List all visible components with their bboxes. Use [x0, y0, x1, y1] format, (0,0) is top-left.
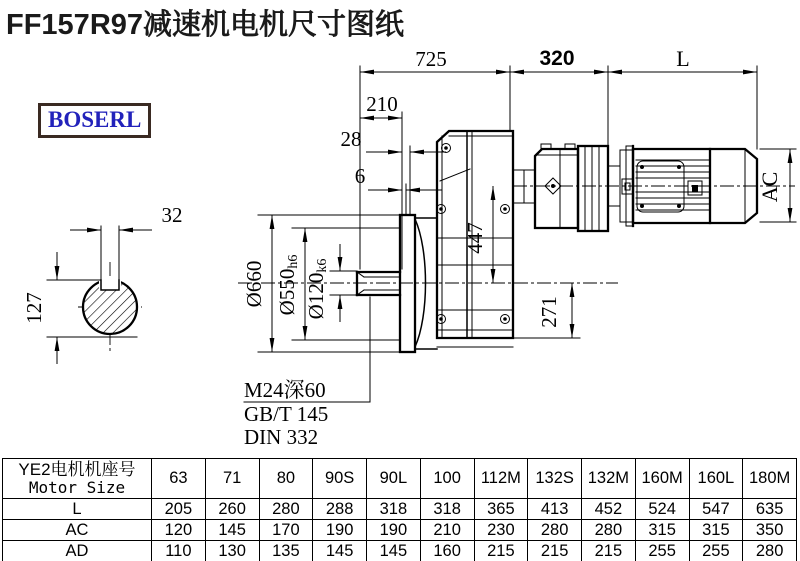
- cell: 120: [152, 520, 206, 541]
- cell: 170: [259, 520, 313, 541]
- cell: 413: [528, 499, 582, 520]
- col-header: 90S: [313, 459, 367, 499]
- row-label: L: [3, 499, 152, 520]
- col-header: 71: [205, 459, 259, 499]
- col-header: 112M: [474, 459, 528, 499]
- cell: 280: [582, 520, 636, 541]
- cell: 215: [582, 541, 636, 561]
- row-label: AD: [3, 541, 152, 561]
- col-header: 90L: [367, 459, 421, 499]
- col-header: 132S: [528, 459, 582, 499]
- cell: 280: [259, 499, 313, 520]
- col-header: 63: [152, 459, 206, 499]
- top-dimensions: [341, 46, 758, 269]
- cell: 145: [205, 520, 259, 541]
- terminal-box: [688, 181, 702, 195]
- table-row-AC: [3, 520, 797, 541]
- brand-logo-text: BOSERL: [48, 107, 142, 132]
- note-thread: M24深60: [244, 378, 326, 402]
- cell: 524: [635, 499, 689, 520]
- note-din: DIN 332: [244, 425, 319, 449]
- dim-660: Ø660: [242, 260, 266, 308]
- cell: 230: [474, 520, 528, 541]
- dim-210: 210: [366, 92, 398, 116]
- cell: 130: [205, 541, 259, 561]
- dim-120: Ø120k6: [304, 258, 330, 320]
- cell: 215: [474, 541, 528, 561]
- cell: 365: [474, 499, 528, 520]
- cell: 255: [689, 541, 743, 561]
- dim-271: 271: [537, 296, 561, 328]
- cell: 318: [367, 499, 421, 520]
- dim-32: 32: [161, 203, 183, 227]
- cell: 315: [635, 520, 689, 541]
- table-header-motor-size: [3, 459, 152, 499]
- cell: 280: [528, 520, 582, 541]
- cell: 255: [635, 541, 689, 561]
- col-header: 160L: [689, 459, 743, 499]
- col-header: 100: [420, 459, 474, 499]
- dim-550: Ø550h6: [275, 254, 301, 316]
- cell: 547: [689, 499, 743, 520]
- cell: 635: [743, 499, 797, 520]
- hollow-shaft-bore: [357, 272, 400, 295]
- cell: 280: [743, 541, 797, 561]
- cell: 350: [743, 520, 797, 541]
- shaft-section-view: [22, 203, 183, 364]
- motor-size-table: [2, 458, 797, 561]
- col-header: 132M: [582, 459, 636, 499]
- output-flange: [400, 215, 437, 352]
- cell: 288: [313, 499, 367, 520]
- cell: 160: [420, 541, 474, 561]
- dim-447: 447: [463, 222, 487, 254]
- table-header-cn: YE2电机机座号: [18, 459, 136, 479]
- cell: 260: [205, 499, 259, 520]
- cell: 190: [367, 520, 421, 541]
- input-coupling: [513, 144, 620, 231]
- cell: 135: [259, 541, 313, 561]
- table-row-AD: [3, 541, 797, 561]
- dim-L: L: [676, 46, 690, 71]
- dim-6: 6: [354, 164, 366, 188]
- dim-320: 320: [539, 47, 575, 70]
- row-label: AC: [3, 520, 152, 541]
- page-title: FF157R97减速机电机尺寸图纸: [6, 9, 405, 41]
- cell: 215: [528, 541, 582, 561]
- table-header-en: Motor Size: [28, 478, 126, 498]
- cell: 318: [420, 499, 474, 520]
- table-header-row: [3, 459, 797, 499]
- cell: 452: [582, 499, 636, 520]
- vertical-dimensions: [242, 149, 796, 352]
- dim-725: 725: [415, 47, 447, 71]
- cell: 190: [313, 520, 367, 541]
- cell: 145: [313, 541, 367, 561]
- cell: 110: [152, 541, 206, 561]
- col-header: 160M: [635, 459, 689, 499]
- cell: 145: [367, 541, 421, 561]
- cell: 315: [689, 520, 743, 541]
- cell: 205: [152, 499, 206, 520]
- dim-AC: AC: [757, 171, 782, 203]
- col-header: 80: [259, 459, 313, 499]
- note-gbt: GB/T 145: [244, 402, 329, 426]
- dim-127: 127: [22, 292, 46, 324]
- dim-28: 28: [340, 127, 362, 151]
- motor-fins: [636, 160, 710, 210]
- table-row-L: [3, 499, 797, 520]
- cell: 210: [420, 520, 474, 541]
- col-header: 180M: [743, 459, 797, 499]
